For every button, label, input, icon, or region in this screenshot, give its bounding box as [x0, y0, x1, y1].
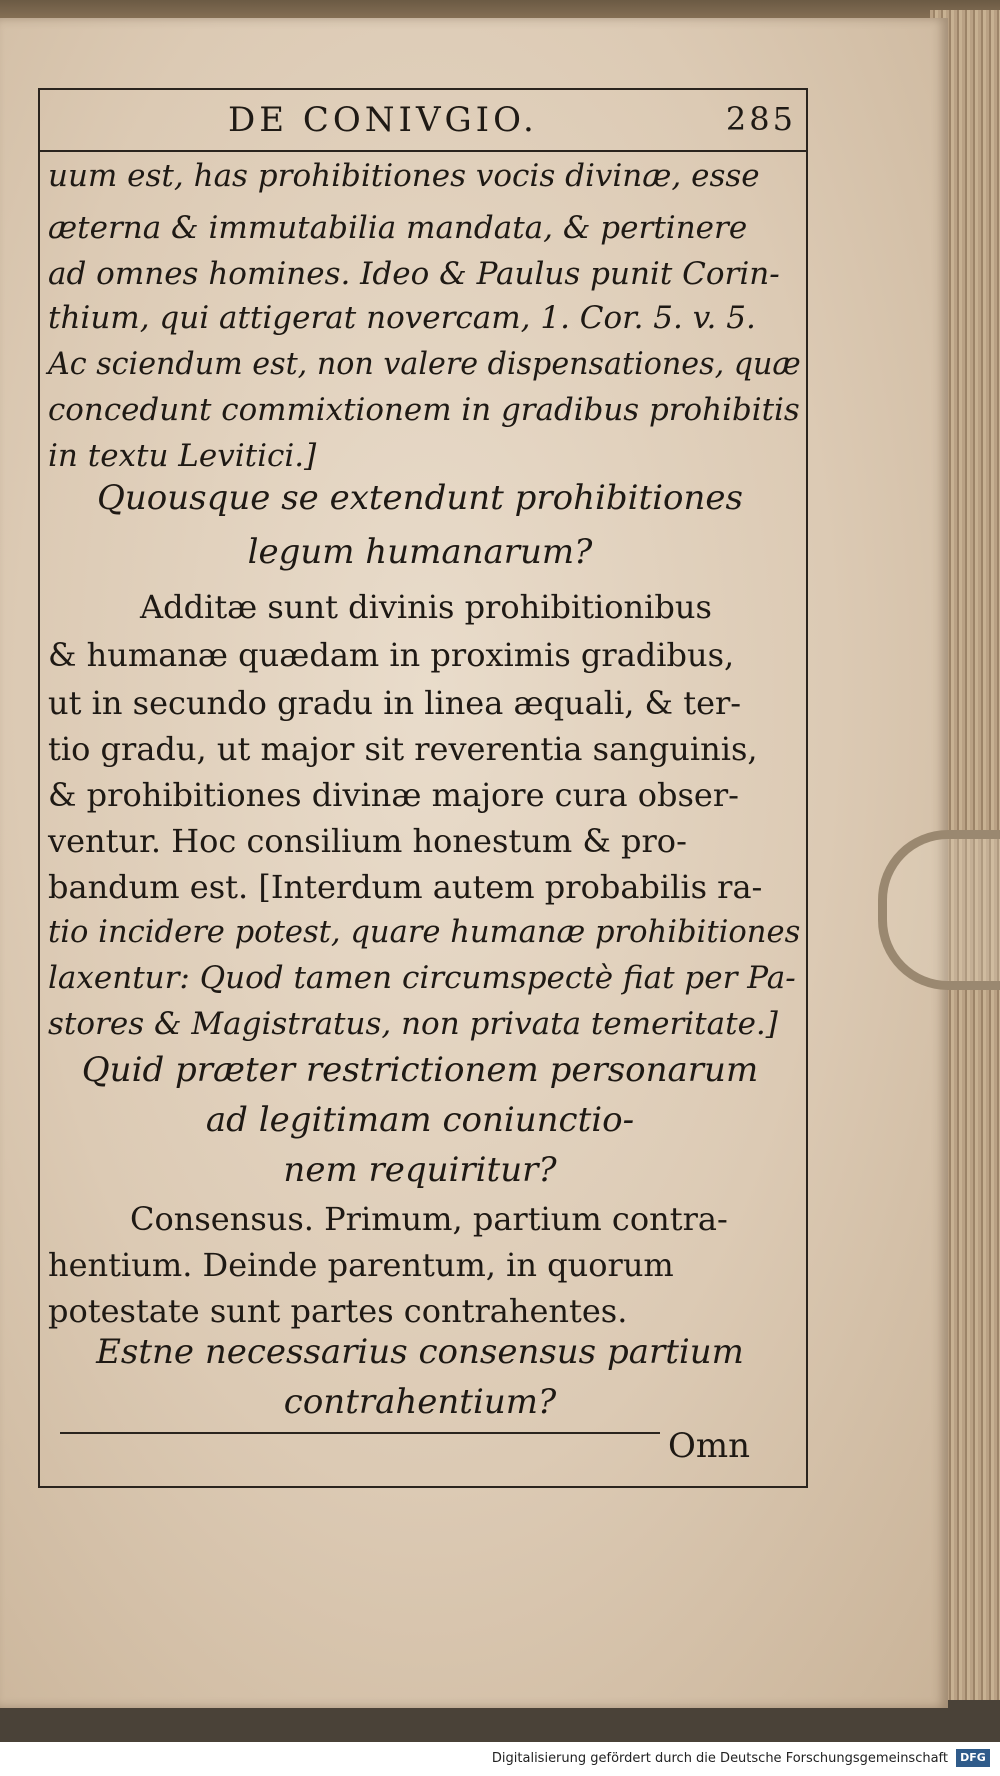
- question-heading: Estne necessarius consensus partium: [96, 1332, 744, 1372]
- question-heading: nem requiritur?: [283, 1150, 557, 1190]
- text-line: Ac sciendum est, non valere dispensationes, quæ: [48, 346, 801, 382]
- catchword-rule: [60, 1432, 660, 1434]
- text-line: & humanæ quædam in proximis gradibus,: [48, 636, 735, 674]
- text-line: ut in secundo gradu in linea æquali, & ter-: [48, 684, 742, 722]
- header-rule: [38, 150, 808, 152]
- text-line: concedunt commixtionem in gradibus prohibitis: [48, 392, 800, 428]
- text-line: potestate sunt partes contrahentes.: [48, 1292, 628, 1330]
- top-rule: [38, 88, 808, 90]
- catchword: Omn: [668, 1426, 751, 1466]
- text-line: in textu Levitici.]: [48, 438, 317, 474]
- text-line: laxentur: Quod tamen circumspectè fiat per Pa-: [48, 960, 796, 996]
- text-line: tio incidere potest, quare humanæ prohibitiones: [48, 914, 801, 950]
- text-line: ad omnes homines. Ideo & Paulus punit Corin-: [48, 256, 780, 292]
- question-heading: contrahentium?: [283, 1382, 557, 1422]
- text-line: bandum est. [Interdum autem probabilis ra-: [48, 868, 763, 906]
- question-heading: Quousque se extendunt prohibitiones: [97, 478, 743, 518]
- text-line: & prohibitiones divinæ majore cura obser-: [48, 776, 739, 814]
- text-line: hentium. Deinde parentum, in quorum: [48, 1246, 674, 1284]
- dfg-logo[interactable]: DFG: [956, 1749, 990, 1767]
- text-line: Consensus. Primum, partium contra-: [130, 1200, 728, 1238]
- page-clip: [878, 830, 1000, 990]
- bottom-rule: [38, 1486, 808, 1488]
- text-line: thium, qui attigerat novercam, 1. Cor. 5. v. 5.: [48, 300, 756, 336]
- text-line: tio gradu, ut major sit reverentia sanguinis,: [48, 730, 758, 768]
- question-heading: legum humanarum?: [247, 532, 593, 572]
- question-heading: ad legitimam coniunctio-: [205, 1100, 635, 1140]
- footer-credit: Digitalisierung gefördert durch die Deutsche Forschungsgemeinschaft: [491, 1751, 948, 1766]
- running-title: DE CONIVGIO.: [228, 100, 538, 140]
- page-number: 285: [725, 100, 796, 138]
- question-heading: Quid præter restrictionem personarum: [81, 1050, 759, 1090]
- running-header: [48, 100, 796, 148]
- text-line: Additæ sunt divinis prohibitionibus: [140, 588, 712, 626]
- text-line: ventur. Hoc consilium honestum & pro-: [48, 822, 687, 860]
- text-line: stores & Magistratus, non privata temeritate.]: [48, 1006, 778, 1042]
- text-line: uum est, has prohibitiones vocis divinæ, esse: [48, 158, 760, 194]
- text-line: æterna & immutabilia mandata, & pertinere: [48, 210, 748, 246]
